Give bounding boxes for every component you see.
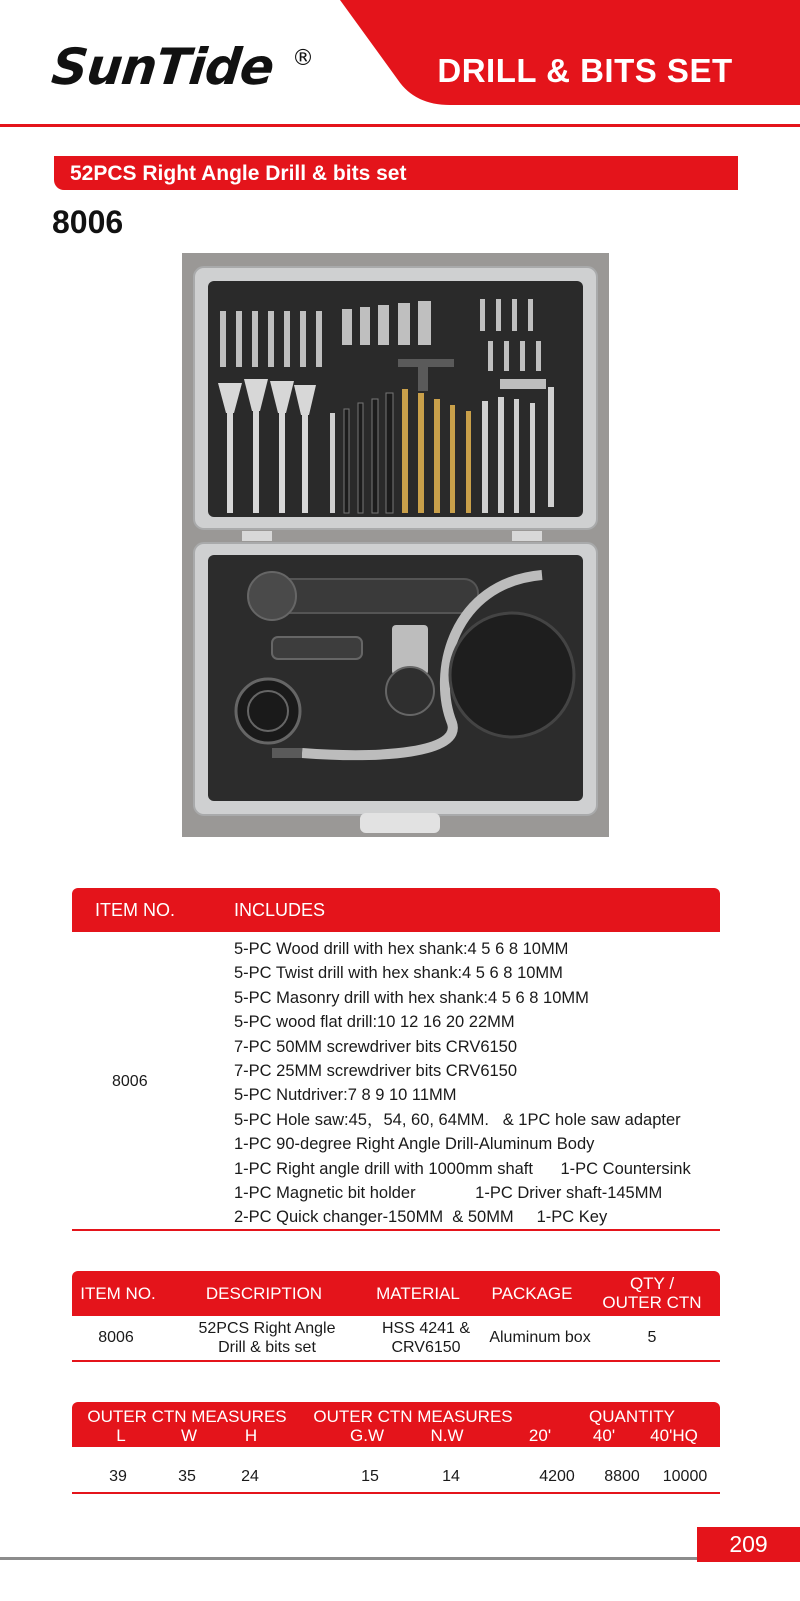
spec-item-no: 8006 bbox=[98, 1329, 134, 1346]
page-number: 209 bbox=[697, 1527, 800, 1562]
header-divider bbox=[0, 124, 800, 127]
includes-line: 2-PC Quick changer-150MM & 50MM 1-PC Key bbox=[234, 1208, 608, 1227]
carton-header-20: 20' bbox=[528, 1426, 552, 1445]
product-title: 52PCS Right Angle Drill & bits set bbox=[70, 162, 407, 185]
includes-table-header bbox=[72, 888, 720, 932]
carton-w: 35 bbox=[178, 1468, 196, 1485]
includes-line: 1-PC 90-degree Right Angle Drill-Aluminum Body bbox=[234, 1135, 595, 1154]
spec-material bbox=[366, 1319, 486, 1357]
spec-header-description: DESCRIPTION bbox=[205, 1284, 323, 1303]
carton-header-40hq: 40'HQ bbox=[650, 1426, 698, 1445]
spec-header-package: PACKAGE bbox=[491, 1284, 573, 1303]
carton-header-h: H bbox=[244, 1426, 258, 1445]
carton-table-header bbox=[72, 1402, 720, 1447]
spec-header-qty bbox=[592, 1274, 712, 1312]
carton-header-measures-1: OUTER CTN MEASURES bbox=[87, 1407, 287, 1426]
spec-table-bottom-rule bbox=[72, 1360, 720, 1362]
spec-header-material: MATERIAL bbox=[376, 1284, 460, 1303]
spec-table-header bbox=[72, 1271, 720, 1316]
spec-description-line2: Drill & bits set bbox=[218, 1339, 316, 1356]
carton-header-l: L bbox=[116, 1426, 126, 1445]
includes-line: 1-PC Magnetic bit holder 1-PC Driver shaft-145MM bbox=[234, 1184, 663, 1203]
carton-20: 4200 bbox=[539, 1468, 575, 1485]
includes-line: 5-PC wood flat drill:10 12 16 20 22MM bbox=[234, 1013, 515, 1032]
includes-line: 5-PC Twist drill with hex shank:4 5 6 8 10MM bbox=[234, 964, 563, 983]
carton-header-40: 40' bbox=[592, 1426, 616, 1445]
product-title-bar bbox=[54, 156, 738, 190]
includes-line: 5-PC Wood drill with hex shank:4 5 6 8 10MM bbox=[234, 940, 569, 958]
spec-description-line1: 52PCS Right Angle bbox=[198, 1320, 336, 1337]
includes-header-item-no: ITEM NO. bbox=[95, 900, 175, 920]
spec-package: Aluminum box bbox=[489, 1329, 591, 1346]
includes-line: 5-PC Nutdriver:7 8 9 10 11MM bbox=[234, 1086, 457, 1105]
includes-line: 7-PC 25MM screwdriver bits CRV6150 bbox=[234, 1062, 518, 1081]
includes-line: 5-PC Masonry drill with hex shank:4 5 6 8 10MM bbox=[234, 988, 589, 1007]
includes-table-bottom-rule bbox=[72, 1229, 720, 1231]
spec-description bbox=[182, 1319, 352, 1357]
spec-material-line2: CRV6150 bbox=[391, 1339, 461, 1356]
includes-line: 1-PC Right angle drill with 1000mm shaft 1-PC Countersink bbox=[234, 1159, 691, 1178]
includes-item-no: 8006 bbox=[112, 1073, 148, 1090]
carton-h: 24 bbox=[241, 1468, 259, 1485]
carton-table-bottom-rule bbox=[72, 1492, 720, 1494]
carton-gw: 15 bbox=[361, 1468, 379, 1485]
carton-l: 39 bbox=[109, 1468, 127, 1485]
model-number: 8006 bbox=[52, 204, 124, 240]
registered-mark: ® bbox=[292, 46, 314, 71]
includes-line: 7-PC 50MM screwdriver bits CRV6150 bbox=[234, 1037, 518, 1056]
includes-header-includes: INCLUDES bbox=[234, 900, 326, 920]
spec-header-item-no: ITEM NO. bbox=[80, 1284, 156, 1303]
includes-list bbox=[234, 937, 691, 1230]
brand-logo-text: SunTide bbox=[48, 38, 277, 96]
carton-header-gw: G.W bbox=[350, 1426, 384, 1445]
includes-line: 5-PC Hole saw:45，54, 60, 64MM. & 1PC hole saw adapter bbox=[234, 1110, 681, 1129]
spec-qty: 5 bbox=[647, 1329, 657, 1346]
brand-logo bbox=[48, 38, 314, 118]
drill-set-case-photo bbox=[182, 253, 609, 837]
header-title: DRILL & BITS SET bbox=[437, 52, 733, 89]
carton-header-measures-2: OUTER CTN MEASURES bbox=[313, 1407, 513, 1426]
spec-header-qty-line2: OUTER CTN bbox=[602, 1293, 702, 1312]
carton-40hq: 10000 bbox=[662, 1468, 708, 1485]
spec-header-qty-line1: QTY / bbox=[629, 1274, 675, 1293]
footer-divider bbox=[0, 1557, 800, 1560]
carton-nw: 14 bbox=[442, 1468, 460, 1485]
carton-header-w: W bbox=[180, 1426, 198, 1445]
carton-header-quantity: QUANTITY bbox=[589, 1407, 675, 1426]
spec-material-line1: HSS 4241 & bbox=[381, 1320, 471, 1337]
carton-40: 8800 bbox=[604, 1468, 640, 1485]
carton-header-nw: N.W bbox=[430, 1426, 464, 1445]
